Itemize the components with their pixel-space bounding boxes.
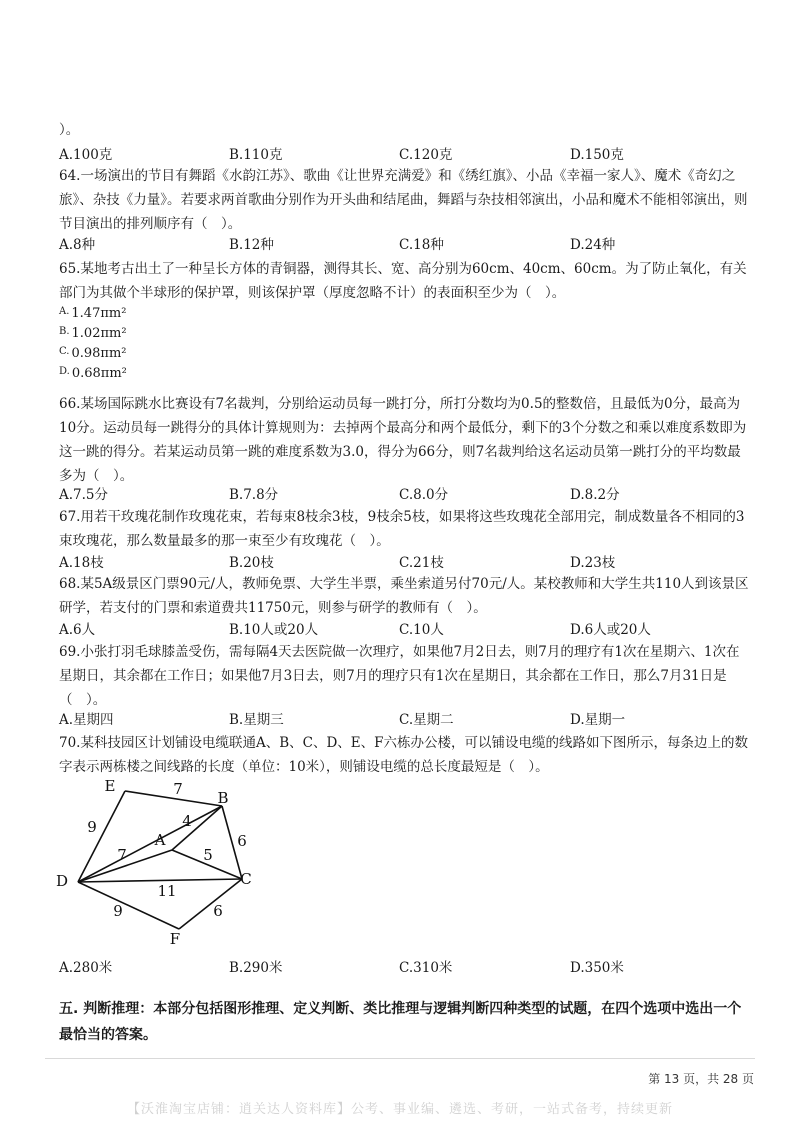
- q66-option-c[interactable]: C.8.0分: [399, 487, 449, 503]
- q68-option-d[interactable]: D.6人或20人: [570, 622, 651, 638]
- q70-option-c[interactable]: C.310米: [399, 960, 453, 976]
- q66-options: [59, 483, 749, 505]
- q65-option-c-label: C.: [59, 346, 70, 357]
- edge-weight-f-c: 6: [213, 902, 223, 920]
- edge-weight-d-c: 11: [157, 882, 177, 900]
- q65-option-d-label: D.: [59, 366, 70, 377]
- edge-weight-e-b: 7: [173, 780, 183, 798]
- q65-option-b-value: 1.02πm²: [71, 326, 127, 341]
- q67-option-a[interactable]: A.18枝: [59, 555, 104, 571]
- q63-options: [59, 143, 749, 165]
- q68-options: [59, 618, 749, 640]
- page-number: 第 13 页，共 28 页: [648, 1072, 754, 1086]
- graph-node-f: F: [169, 930, 181, 948]
- q66-option-a[interactable]: A.7.5分: [59, 487, 109, 503]
- q68-option-c[interactable]: C.10人: [399, 622, 444, 638]
- q63-option-c[interactable]: C.120克: [399, 147, 453, 163]
- graph-node-e: E: [104, 777, 116, 795]
- q69-option-d[interactable]: D.星期一: [570, 712, 626, 728]
- graph-node-labels: [56, 777, 252, 948]
- q68-option-a[interactable]: A.6人: [59, 622, 96, 638]
- edge-weight-d-f: 9: [113, 902, 123, 920]
- edge-weight-b-c: 6: [237, 832, 247, 850]
- edge-weight-a-b: 4: [182, 812, 192, 830]
- q70-option-b[interactable]: B.290米: [229, 960, 283, 976]
- q65-text: 65.某地考古出土了一种呈长方体的青铜器，测得其长、宽、高分别为60cm、40cm、60cm。为了防止氧化，有关部门为其做个半球形的保护罩，则该保护罩（厚度忽略不计）的表面积至少为（ ）。: [59, 261, 747, 301]
- q69-option-c[interactable]: C.星期二: [399, 712, 454, 728]
- q64-option-b[interactable]: B.12种: [229, 237, 274, 253]
- footer-divider: [45, 1058, 755, 1059]
- q68-text: 68.某5A级景区门票90元/人，教师免票、大学生半票，乘坐索道另付70元/人。某校教师和大学生共110人到该景区研学，若支付的门票和索道费共11750元，则参与研学的教师有（ ）。: [59, 576, 749, 616]
- graph-node-c: C: [240, 870, 252, 888]
- q64-option-d[interactable]: D.24种: [570, 237, 616, 253]
- edge-weight-a-c: 5: [203, 846, 213, 864]
- q67-option-b[interactable]: B.20枝: [229, 555, 274, 571]
- q65-option-a[interactable]: [59, 306, 126, 326]
- q69-option-a[interactable]: A.星期四: [59, 712, 114, 728]
- q65-option-b[interactable]: [59, 326, 127, 346]
- q70-option-d[interactable]: D.350米: [570, 960, 624, 976]
- edge-weight-d-a: 7: [117, 846, 127, 864]
- q69-options: [59, 708, 749, 730]
- q63-option-b[interactable]: B.110克: [229, 147, 283, 163]
- q67-options: [59, 551, 749, 573]
- q66-option-b[interactable]: B.7.8分: [229, 487, 279, 503]
- cable-network-graph: [0, 775, 320, 955]
- graph-edge-f-c: [179, 879, 242, 929]
- graph-node-b: B: [217, 789, 229, 807]
- q69-option-b[interactable]: B.星期三: [229, 712, 284, 728]
- q68-option-b[interactable]: B.10人或20人: [229, 622, 319, 638]
- q63-option-a[interactable]: A.100克: [59, 147, 113, 163]
- q64-text: 64.一场演出的节目有舞蹈《水韵江苏》、歌曲《让世界充满爱》和《绣红旗》、小品《幸福一家人》、魔术《奇幻之旅》、杂技《力量》。若要求两首歌曲分别作为开头曲和结尾曲，舞蹈与杂技相邻演出，小品和魔术不能相邻演出，则节目演出的排列顺序有（ ）。: [59, 168, 748, 232]
- footer-watermark: 【沃淮淘宝店铺：逍关达人资料库】公考、事业编、遴选、考研，一站式备考，持续更新: [126, 1102, 673, 1117]
- graph-node-a: A: [154, 831, 166, 849]
- graph-edge-d-b: [78, 806, 222, 882]
- q67-text: 67.用若干玫瑰花制作玫瑰花束，若每束8枝余3枝，9枝余5枝，如果将这些玫瑰花全部用完，制成数量各不相同的3束玫瑰花，那么数量最多的那一束至少有玫瑰花（ ）。: [59, 509, 745, 549]
- q66-text: 66.某场国际跳水比赛设有7名裁判，分别给运动员每一跳打分，所打分数均为0.5的整数倍，且最低为0分，最高为10分。运动员每一跳得分的具体计算规则为：去掉两个最高分和两个最低分，剩下的3个分数之和乘以难度系数即为这一跳的得分。若某运动员第一跳的难度系数为3.0，得分为66分，则7名裁判给这名运动员第一跳打分的平均数最多为（ ）。: [59, 396, 747, 484]
- q67-option-c[interactable]: C.21枝: [399, 555, 444, 571]
- q65-option-a-value: 1.47πm²: [71, 306, 127, 321]
- edge-weight-e-d: 9: [87, 818, 97, 836]
- section-5-heading: 五. 判断推理：本部分包括图形推理、定义判断、类比推理与逻辑判断四种类型的试题，在四个选项中选出一个最恰当的答案。: [59, 1001, 742, 1043]
- q67-option-d[interactable]: D.23枝: [570, 555, 616, 571]
- q65-option-c-value: 0.98πm²: [71, 346, 127, 361]
- q70-text: 70.某科技园区计划铺设电缆联通A、B、C、D、E、F六栋办公楼，可以铺设电缆的线路如下图所示，每条边上的数字表示两栋楼之间线路的长度（单位：10米），则铺设电缆的总长度最短是（ ）。: [59, 735, 749, 775]
- q64-options: [59, 233, 749, 255]
- q65-option-a-label: A.: [59, 306, 70, 317]
- q63-option-d[interactable]: D.150克: [570, 147, 624, 163]
- q69-text: 69.小张打羽毛球膝盖受伤，需每隔4天去医院做一次理疗，如果他7月2日去，则7月的理疗有1次在星期六、1次在星期日，其余都在工作日；如果他7月3日去，则7月的理疗只有1次在星期日，其余都在工作日，那么7月31日是（ ）。: [59, 644, 740, 708]
- q66-option-d[interactable]: D.8.2分: [570, 487, 620, 503]
- q65-option-c[interactable]: [59, 346, 127, 366]
- q65-option-d[interactable]: [59, 366, 127, 386]
- q70-option-a[interactable]: A.280米: [59, 960, 113, 976]
- q65-option-b-label: B.: [59, 326, 70, 337]
- q70-options: [59, 956, 749, 978]
- q64-option-c[interactable]: C.18种: [399, 237, 444, 253]
- graph-node-d: D: [55, 872, 69, 890]
- q64-option-a[interactable]: A.8种: [59, 237, 96, 253]
- q65-option-d-value: 0.68πm²: [71, 366, 127, 381]
- q63-tail-text: ）。: [59, 122, 80, 138]
